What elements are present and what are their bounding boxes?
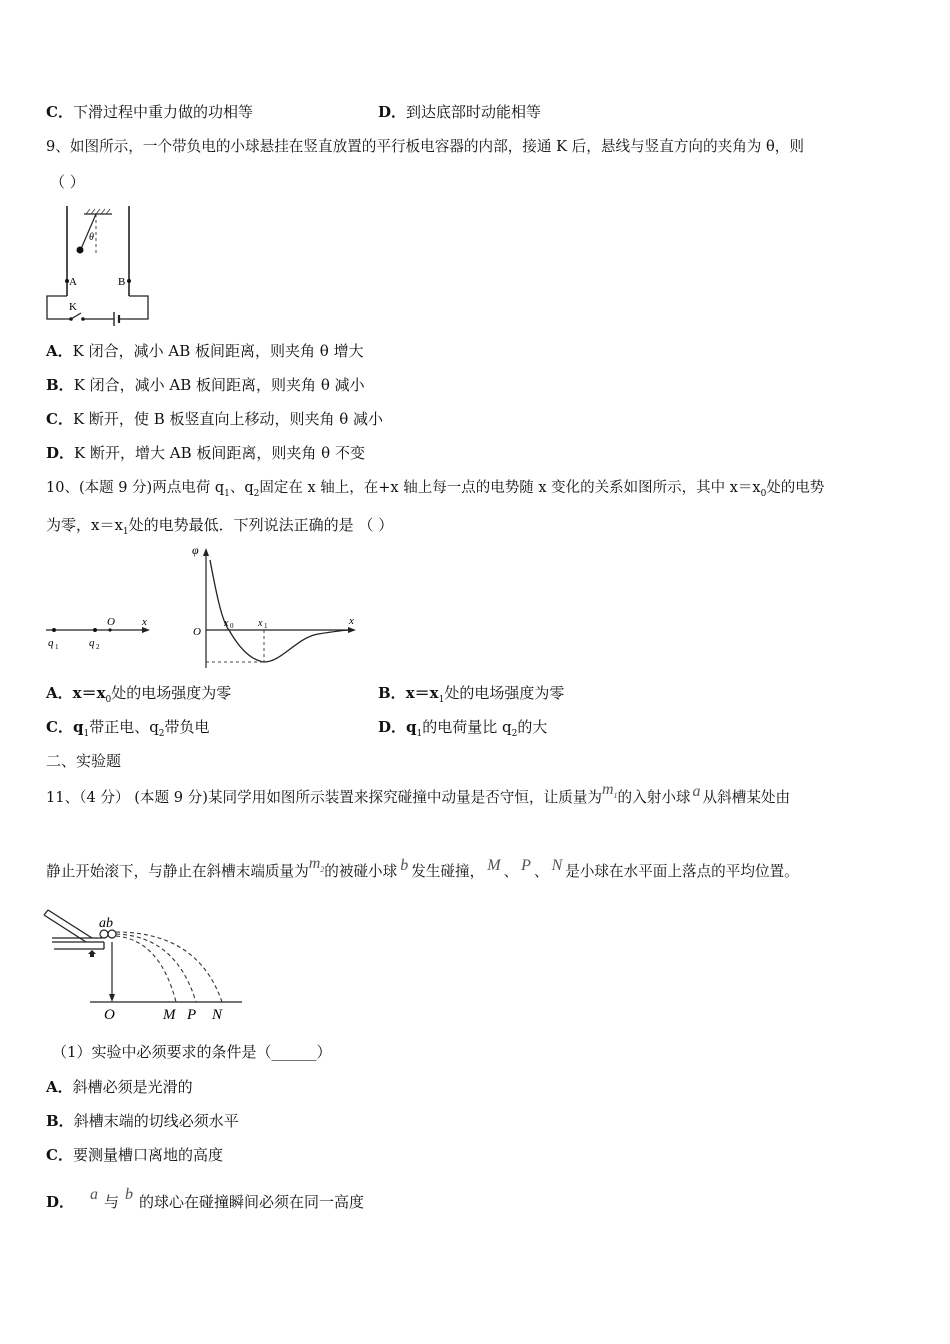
q10-stem-a: 10、(本题 9 分)两点电荷 q xyxy=(46,480,225,496)
subscript: 1 xyxy=(416,729,423,739)
q10-option-a xyxy=(46,683,231,710)
option-text: 的电荷量比 q xyxy=(422,718,512,736)
ab-label: ab xyxy=(99,916,113,931)
m2-symbol xyxy=(308,855,325,875)
potential-curve xyxy=(210,560,350,662)
subscript: 2 xyxy=(158,729,165,739)
trajectory-p xyxy=(116,934,196,1002)
subscript: 1 xyxy=(83,729,90,739)
m1-sub: 1 xyxy=(613,791,618,801)
option-label: A． xyxy=(46,684,73,702)
option-label: C． xyxy=(46,1146,73,1164)
option-text: 斜槽末端的切线必须水平 xyxy=(73,1112,239,1130)
charge-q1-dot xyxy=(52,628,56,632)
q10-stem-e: 为零，x＝x xyxy=(46,516,123,534)
q10-option-c xyxy=(46,717,210,744)
q10-stem-c: 固定在 x 轴上，在+x 轴上每一点的电势随 x 变化的关系如图所示，其中 x＝x xyxy=(259,480,761,496)
option-text: x＝x xyxy=(72,684,106,702)
support-arrow xyxy=(88,950,96,954)
plate-a-label: A xyxy=(69,276,77,288)
q9-stem-line2: （ ） xyxy=(50,173,85,191)
subscript: 1 xyxy=(438,695,445,705)
q8-option-c xyxy=(46,102,253,122)
option-label: D． xyxy=(378,103,407,121)
q11-option-b xyxy=(46,1111,239,1131)
x0-label: x xyxy=(224,618,229,629)
a-symbol: a xyxy=(692,783,701,800)
charge-q2-dot xyxy=(93,628,97,632)
n-label: N xyxy=(212,1007,223,1023)
support-base xyxy=(90,954,94,957)
option-text: K 闭合，减小 AB 板间距离，则夹角 θ 增大 xyxy=(72,342,364,360)
subscript: 1 xyxy=(224,488,230,499)
x1-sub: 1 xyxy=(264,622,268,630)
option-text: 的大 xyxy=(517,718,548,736)
theta-label: θ xyxy=(89,232,94,243)
m1-letter: m xyxy=(601,781,614,798)
option-text: 与 xyxy=(104,1193,120,1211)
option-label: B． xyxy=(46,376,74,394)
option-text: 下滑过程中重力做的功相等 xyxy=(72,103,253,121)
trajectory-n xyxy=(116,932,222,1002)
option-label: B． xyxy=(378,684,406,702)
b-symbol: b xyxy=(125,1186,134,1203)
plate-b-terminal xyxy=(127,279,131,283)
q2-sub: 2 xyxy=(96,643,100,651)
n-point-symbol: N xyxy=(551,857,563,874)
origin-label: O xyxy=(193,626,201,638)
q9-option-d xyxy=(46,443,365,463)
m1-symbol xyxy=(601,781,618,801)
origin-dot xyxy=(108,628,111,631)
q2-label: q xyxy=(89,637,95,649)
chute-end xyxy=(44,910,48,915)
x1-label: x xyxy=(258,618,263,629)
ball-a xyxy=(100,930,108,938)
option-text: x＝x xyxy=(405,684,439,702)
origin-label: O xyxy=(107,616,115,628)
option-text: 处的电场强度为零 xyxy=(111,684,232,702)
p-point-symbol: P xyxy=(521,857,531,874)
section-title: 二、实验题 xyxy=(46,752,122,770)
x-axis-label: x xyxy=(142,616,147,628)
q11-option-d xyxy=(46,1186,365,1213)
q11-stem-f: 发生碰撞， xyxy=(411,863,485,880)
option-label: D． xyxy=(378,718,407,736)
a-symbol: a xyxy=(90,1186,99,1203)
option-text: q xyxy=(72,718,84,736)
m2-letter: m xyxy=(308,855,321,872)
subscript: 2 xyxy=(253,488,260,499)
b-symbol: b xyxy=(400,857,409,874)
option-label: D． xyxy=(46,1193,75,1211)
q11-stem-line1 xyxy=(46,781,791,814)
option-text: 处的电场强度为零 xyxy=(444,684,565,702)
q11-stem-g: 是小球在水平面上落点的平均位置。 xyxy=(565,863,799,880)
phi-label: φ xyxy=(192,543,199,557)
ceiling-hatch xyxy=(86,209,110,214)
q11-stem-c: 从斜槽某处由 xyxy=(702,789,791,806)
option-text: K 闭合，减小 AB 板间距离，则夹角 θ 减小 xyxy=(73,376,365,394)
q11-stem-b: 的入射小球 xyxy=(617,789,691,806)
q11-option-c xyxy=(46,1145,223,1165)
option-label: C． xyxy=(46,103,73,121)
q11-stem-line2 xyxy=(46,855,799,888)
q8-option-d xyxy=(378,102,541,122)
circuit-wire-right xyxy=(119,296,148,319)
circuit-wire-left xyxy=(47,296,70,319)
q9-capacitor-figure xyxy=(40,200,160,330)
q11-stem-a: 11、（4 分） (本题 9 分)某同学用如图所示装置来探究碰撞中动量是否守恒，让质量为 xyxy=(46,789,602,806)
option-text: 的球心在碰撞瞬间必须在同一高度 xyxy=(139,1193,365,1211)
q10-option-b xyxy=(378,683,564,710)
option-text: 到达底部时动能相等 xyxy=(406,103,542,121)
option-label: B． xyxy=(46,1112,74,1130)
q10-stem-line2 xyxy=(46,515,393,542)
q10-potential-figure xyxy=(186,542,366,672)
option-label: A． xyxy=(46,342,73,360)
p-label: P xyxy=(187,1007,197,1023)
q10-stem-b: 、q xyxy=(229,480,254,496)
q11-stem-d: 静止开始滚下，与静止在斜槽末端质量为 xyxy=(46,863,309,880)
m2-sub: 2 xyxy=(320,865,325,875)
ball-b xyxy=(108,930,116,938)
charged-ball xyxy=(77,247,84,254)
x-axis-label: x xyxy=(349,615,354,627)
q10-stem-d: 处的电势 xyxy=(766,480,825,496)
switch-label: K xyxy=(69,301,77,313)
option-text: q xyxy=(406,718,417,736)
m-label: M xyxy=(163,1007,176,1023)
subscript: 0 xyxy=(760,488,767,499)
chute-top xyxy=(48,910,92,938)
option-text: 带正电、q xyxy=(89,718,159,736)
q9-option-b xyxy=(46,375,365,395)
q1-label: q xyxy=(48,637,54,649)
option-text: 要测量槽口离地的高度 xyxy=(72,1146,223,1164)
q11-apparatus-figure xyxy=(42,902,247,1026)
subscript: 1 xyxy=(122,527,129,537)
option-text: K 断开，增大 AB 板间距离，则夹角 θ 不变 xyxy=(74,444,365,462)
q9-stem-line1: 9、如图所示，一个带负电的小球悬挂在竖直放置的平行板电容器的内部，接通 K 后，悬线与竖直方向的夹角为 θ，则 xyxy=(46,138,804,155)
q9-option-a xyxy=(46,341,364,361)
q1-sub: 1 xyxy=(55,643,59,651)
subscript: 2 xyxy=(511,729,518,739)
option-text: 斜槽必须是光滑的 xyxy=(72,1078,193,1096)
plate-b-label: B xyxy=(118,276,126,288)
option-label: C． xyxy=(46,718,73,736)
option-label: C． xyxy=(46,410,73,428)
separator: 、 xyxy=(533,863,549,880)
q11-stem-e: 的被碰小球 xyxy=(324,863,398,880)
phi-axis-arrow xyxy=(203,548,209,556)
q9-option-c xyxy=(46,409,383,429)
m-point-symbol: M xyxy=(487,857,501,874)
o-label: O xyxy=(104,1007,115,1023)
q11-sub-question: （1）实验中必须要求的条件是（______） xyxy=(52,1043,332,1061)
subscript: 0 xyxy=(105,695,112,705)
x0-sub: 0 xyxy=(230,622,234,630)
q10-option-d xyxy=(378,717,547,744)
option-label: A． xyxy=(46,1078,73,1096)
q10-stem-line1 xyxy=(46,478,824,504)
option-label: D． xyxy=(46,444,75,462)
option-text: K 断开，使 B 板竖直向上移动，则夹角 θ 减小 xyxy=(72,410,384,428)
plumb-arrow xyxy=(109,994,115,1002)
separator: 、 xyxy=(503,863,519,880)
option-text: 带负电 xyxy=(164,718,210,736)
switch-k xyxy=(71,313,81,319)
q10-stem-f: 处的电势最低．下列说法正确的是 （ ） xyxy=(128,516,394,534)
q10-charges-figure xyxy=(42,612,162,657)
q11-option-a xyxy=(46,1077,193,1097)
trajectory-m xyxy=(116,936,176,1002)
